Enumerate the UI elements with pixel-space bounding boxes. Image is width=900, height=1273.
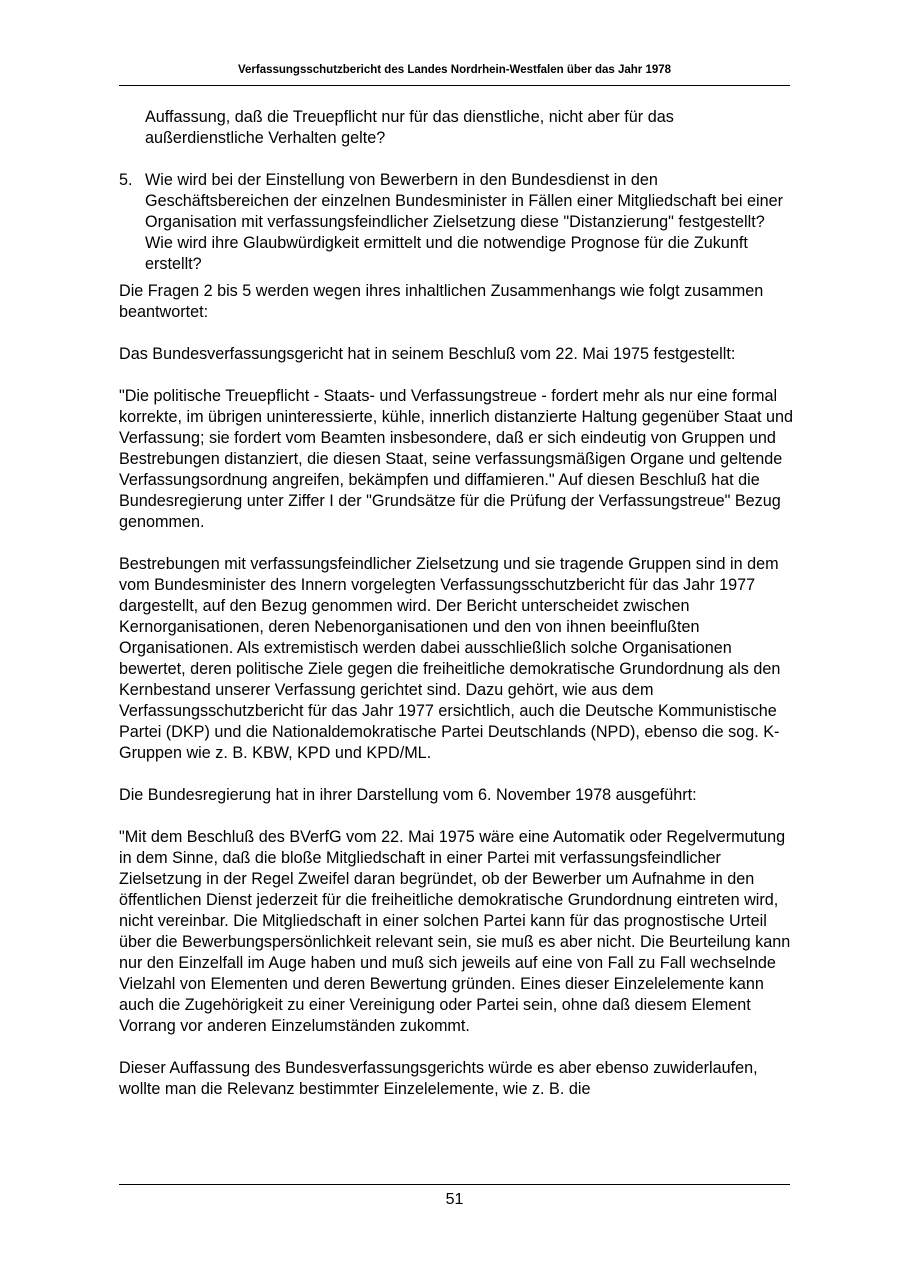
paragraph-government-statement: Die Bundesregierung hat in ihrer Darstellung vom 6. November 1978 ausgeführt: [119, 786, 697, 804]
question-continuation: Auffassung, daß die Treuepflicht nur für das dienstliche, nicht aber für das außerdienstliche Verhalten gelte? [145, 108, 674, 147]
page-number: 51 [445, 1191, 464, 1208]
question-text: Wie wird bei der Einstellung von Bewerbern in den Bundesdienst in den Geschäftsbereichen der einzelnen Bundesminister in Fällen einer Mitgliedschaft bei einer Organisation mit verfassungsfeindlicher Zielsetzung diese "Distanzierung" festgestellt? Wie wird ihre Glaubwürdigkeit ermittelt und die notwendige Prognose für die Zukunft erstellt? [145, 171, 783, 273]
footer-divider [119, 1184, 790, 1185]
paragraph-government-quote: "Mit dem Beschluß des BVerfG vom 22. Mai 1975 wäre eine Automatik oder Regelvermutung in dem Sinne, daß die bloße Mitgliedschaft in einer Partei mit verfassungsfeindlicher Zielsetzung in der Regel Zweifel daran begründet, ob der Bewerber um Aufnahme in den öffentlichen Dienst jederzeit für die freiheitliche demokratische Grundordnung eintreten wird, nicht vereinbar. Die Mitgliedschaft in einer solchen Partei kann für das prognostische Urteil über die Bewerbungspersönlichkeit relevant sein, sie muß es aber nicht. Die Beurteilung kann nur den Einzelfall im Auge haben und muß sich jeweils auf eine von Fall zu Fall wechselnde Vielzahl von Elementen und deren Bewertung gründen. Eines dieser Einzelelemente kann auch die Zugehörigkeit zu einer Vereinigung oder Partei sein, ohne daß diesem Element Vorrang vor anderen Einzelumständen zukommt. [119, 828, 791, 1035]
paragraph-organisations: Bestrebungen mit verfassungsfeindlicher Zielsetzung und sie tragende Gruppen sind in dem vom Bundesminister des Innern vorgelegten Verfassungsschutzbericht für das Jahr 1977 dargestellt, auf den Bezug genommen wird. Der Bericht unterscheidet zwischen Kernorganisationen, deren Nebenorganisationen und den von ihnen beeinflußten Organisationen. Als extremistisch werden dabei ausschließlich solche Organisationen bewertet, deren politische Ziele gegen die freiheitliche demokratische Grundordnung als den Kernbestand unserer Verfassung gerichtet sind. Dazu gehört, wie aus dem Verfassungsschutzbericht für das Jahr 1977 ersichtlich, auch die Deutsche Kommunistische Partei (DKP) und die Nationaldemokratische Partei Deutschlands (NPD), ebenso die sog. K-Gruppen wie z. B. KBW, KPD und KPD/ML. [119, 555, 781, 762]
paragraph-court-decision: Das Bundesverfassungsgericht hat in seinem Beschluß vom 22. Mai 1975 festgestellt: [119, 345, 736, 363]
header-divider [119, 85, 790, 86]
paragraph-answer-intro: Die Fragen 2 bis 5 werden wegen ihres inhaltlichen Zusammenhangs wie folgt zusammen beantwortet: [119, 282, 764, 321]
page-body [119, 107, 794, 1121]
question-item-5 [119, 170, 794, 275]
paragraph-court-quote: "Die politische Treuepflicht - Staats- und Verfassungstreue - fordert mehr als nur eine formal korrekte, im übrigen uninteressierte, kühle, innerlich distanzierte Haltung gegenüber Staat und Verfassung; sie fordert vom Beamten insbesondere, daß er sich eindeutig von Gruppen und Bestrebungen distanziert, die diesen Staat, seine verfassungsmäßigen Organe und geltende Verfassungsordnung angreifen, bekämpfen und diffamieren." Auf diesen Beschluß hat die Bundesregierung unter Ziffer I der "Grundsätze für die Prüfung der Verfassungstreue" Bezug genommen. [119, 387, 793, 531]
question-number: 5. [119, 171, 133, 189]
page-header: Verfassungsschutzbericht des Landes Nordrhein-Westfalen über das Jahr 1978 [237, 64, 672, 76]
paragraph-conclusion: Dieser Auffassung des Bundesverfassungsgerichts würde es aber ebenso zuwiderlaufen, wollte man die Relevanz bestimmter Einzelelemente, wie z. B. die [119, 1059, 758, 1098]
